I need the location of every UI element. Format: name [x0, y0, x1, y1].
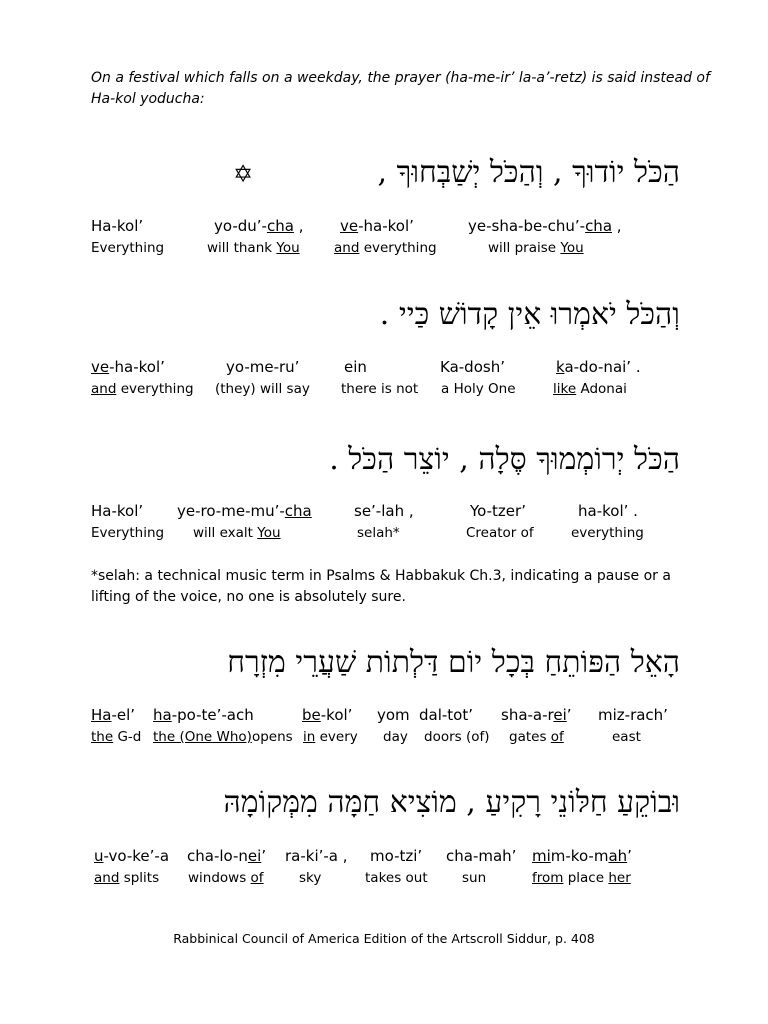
english-word: everything	[571, 525, 644, 541]
translit-word: cha-lo-nei’	[187, 847, 267, 865]
intro-text: On a festival which falls on a weekday, the prayer (ha-me-ir’ la-a’-retz) is said instead of Ha-kol yoducha:	[91, 70, 710, 107]
english-word: selah*	[357, 525, 400, 541]
english-word: gates of	[509, 729, 564, 745]
hebrew-line-4: הָאֵל הַפּוֹתֵחַ בְּכָל יוֹם דַּלְתוֹת שַׁעֲרֵי מִזְרָח	[227, 645, 680, 680]
translit-word: dal-tot’	[419, 706, 474, 724]
translit-word: miz-rach’	[598, 706, 668, 724]
english-word: will exalt You	[193, 525, 281, 541]
english-word: Everything	[91, 240, 165, 256]
star-of-david-icon: ✡	[233, 160, 254, 188]
translit-word: Ha-kol’	[91, 502, 144, 520]
translit-word: u-vo-ke’-a	[94, 847, 170, 865]
source-footer: Rabbinical Council of America Edition of the Artscroll Siddur, p. 408	[173, 931, 595, 946]
translit-word: sha-a-rei’	[501, 706, 572, 724]
selah-footnote: *selah: a technical music term in Psalms & Habbakuk Ch.3, indicating a pause or a lifting of the voice, no one is absolutely sure.	[91, 568, 671, 605]
translit-word: Ka-dosh’	[440, 358, 505, 376]
translit-word: yo-me-ru’	[226, 358, 300, 376]
english-word: sky	[299, 870, 322, 886]
hebrew-line-5: וּבוֹקֵעַ חַלּוֹנֵי רָקִיעַ , מוֹצִיא חַמָּה מִמְּקוֹמָהּ	[223, 785, 680, 820]
translit-word: Yo-tzer’	[470, 502, 526, 520]
translit-word: ein	[344, 358, 367, 376]
translit-word: ve-ha-kol’	[340, 217, 414, 235]
english-word: Everything	[91, 525, 165, 541]
english-word: in every	[303, 729, 358, 745]
translit-word: Ha-kol’	[91, 217, 144, 235]
english-word: (they) will say	[215, 381, 310, 397]
translit-word: be-kol’	[302, 706, 353, 724]
hebrew-line-3: הַכֹּל יְרוֹמְמוּךָ סֶּלָה , יוֹצֵר הַכֹּל .	[329, 442, 680, 477]
translit-word: ye-ro-me-mu’-cha	[177, 502, 312, 520]
english-word: east	[612, 729, 641, 745]
english-word: doors (of)	[424, 729, 490, 745]
translit-word: ye-sha-be-chu’-cha ,	[468, 217, 622, 235]
translit-word: ha-po-te’-ach	[153, 706, 254, 724]
english-word: windows of	[188, 870, 264, 886]
translit-word: ve-ha-kol’	[91, 358, 165, 376]
translit-word: ha-kol’ .	[578, 502, 638, 520]
translit-word: mim-ko-mah’	[532, 847, 632, 865]
english-word: and everything	[91, 381, 194, 397]
translit-word: mo-tzi’	[370, 847, 423, 865]
translit-word: yom	[377, 706, 410, 724]
english-word: day	[383, 729, 408, 745]
english-word: will praise You	[488, 240, 584, 256]
english-word: and splits	[94, 870, 160, 886]
translit-word: ka-do-nai’ .	[556, 358, 641, 376]
translit-word: yo-du’-cha ,	[214, 217, 304, 235]
hebrew-line-1: הַכֹּל יוֹדוּךָ , וְהַכֹּל יְשַׁבְּחוּךָ ,	[377, 155, 680, 190]
english-word: the G-d	[91, 729, 142, 745]
english-word: and everything	[334, 240, 437, 256]
english-word: there is not	[341, 381, 419, 397]
english-word: sun	[462, 870, 487, 886]
english-word: Creator of	[466, 525, 534, 541]
hebrew-line-2: וְהַכֹּל יֹאמְרוּ אֵין קָדוֹשׁ כַּיי .	[379, 297, 680, 332]
english-word: like Adonai	[553, 381, 627, 397]
translit-word: ra-ki’-a ,	[285, 847, 348, 865]
english-word: the (One Who)opens	[153, 729, 293, 745]
translit-word: Ha-el’	[91, 706, 136, 724]
translit-word: se’-lah ,	[354, 502, 414, 520]
english-word: from place her	[532, 870, 631, 886]
translit-word: cha-mah’	[446, 847, 517, 865]
english-word: will thank You	[207, 240, 300, 256]
english-word: takes out	[365, 870, 428, 886]
english-word: a Holy One	[441, 381, 516, 397]
